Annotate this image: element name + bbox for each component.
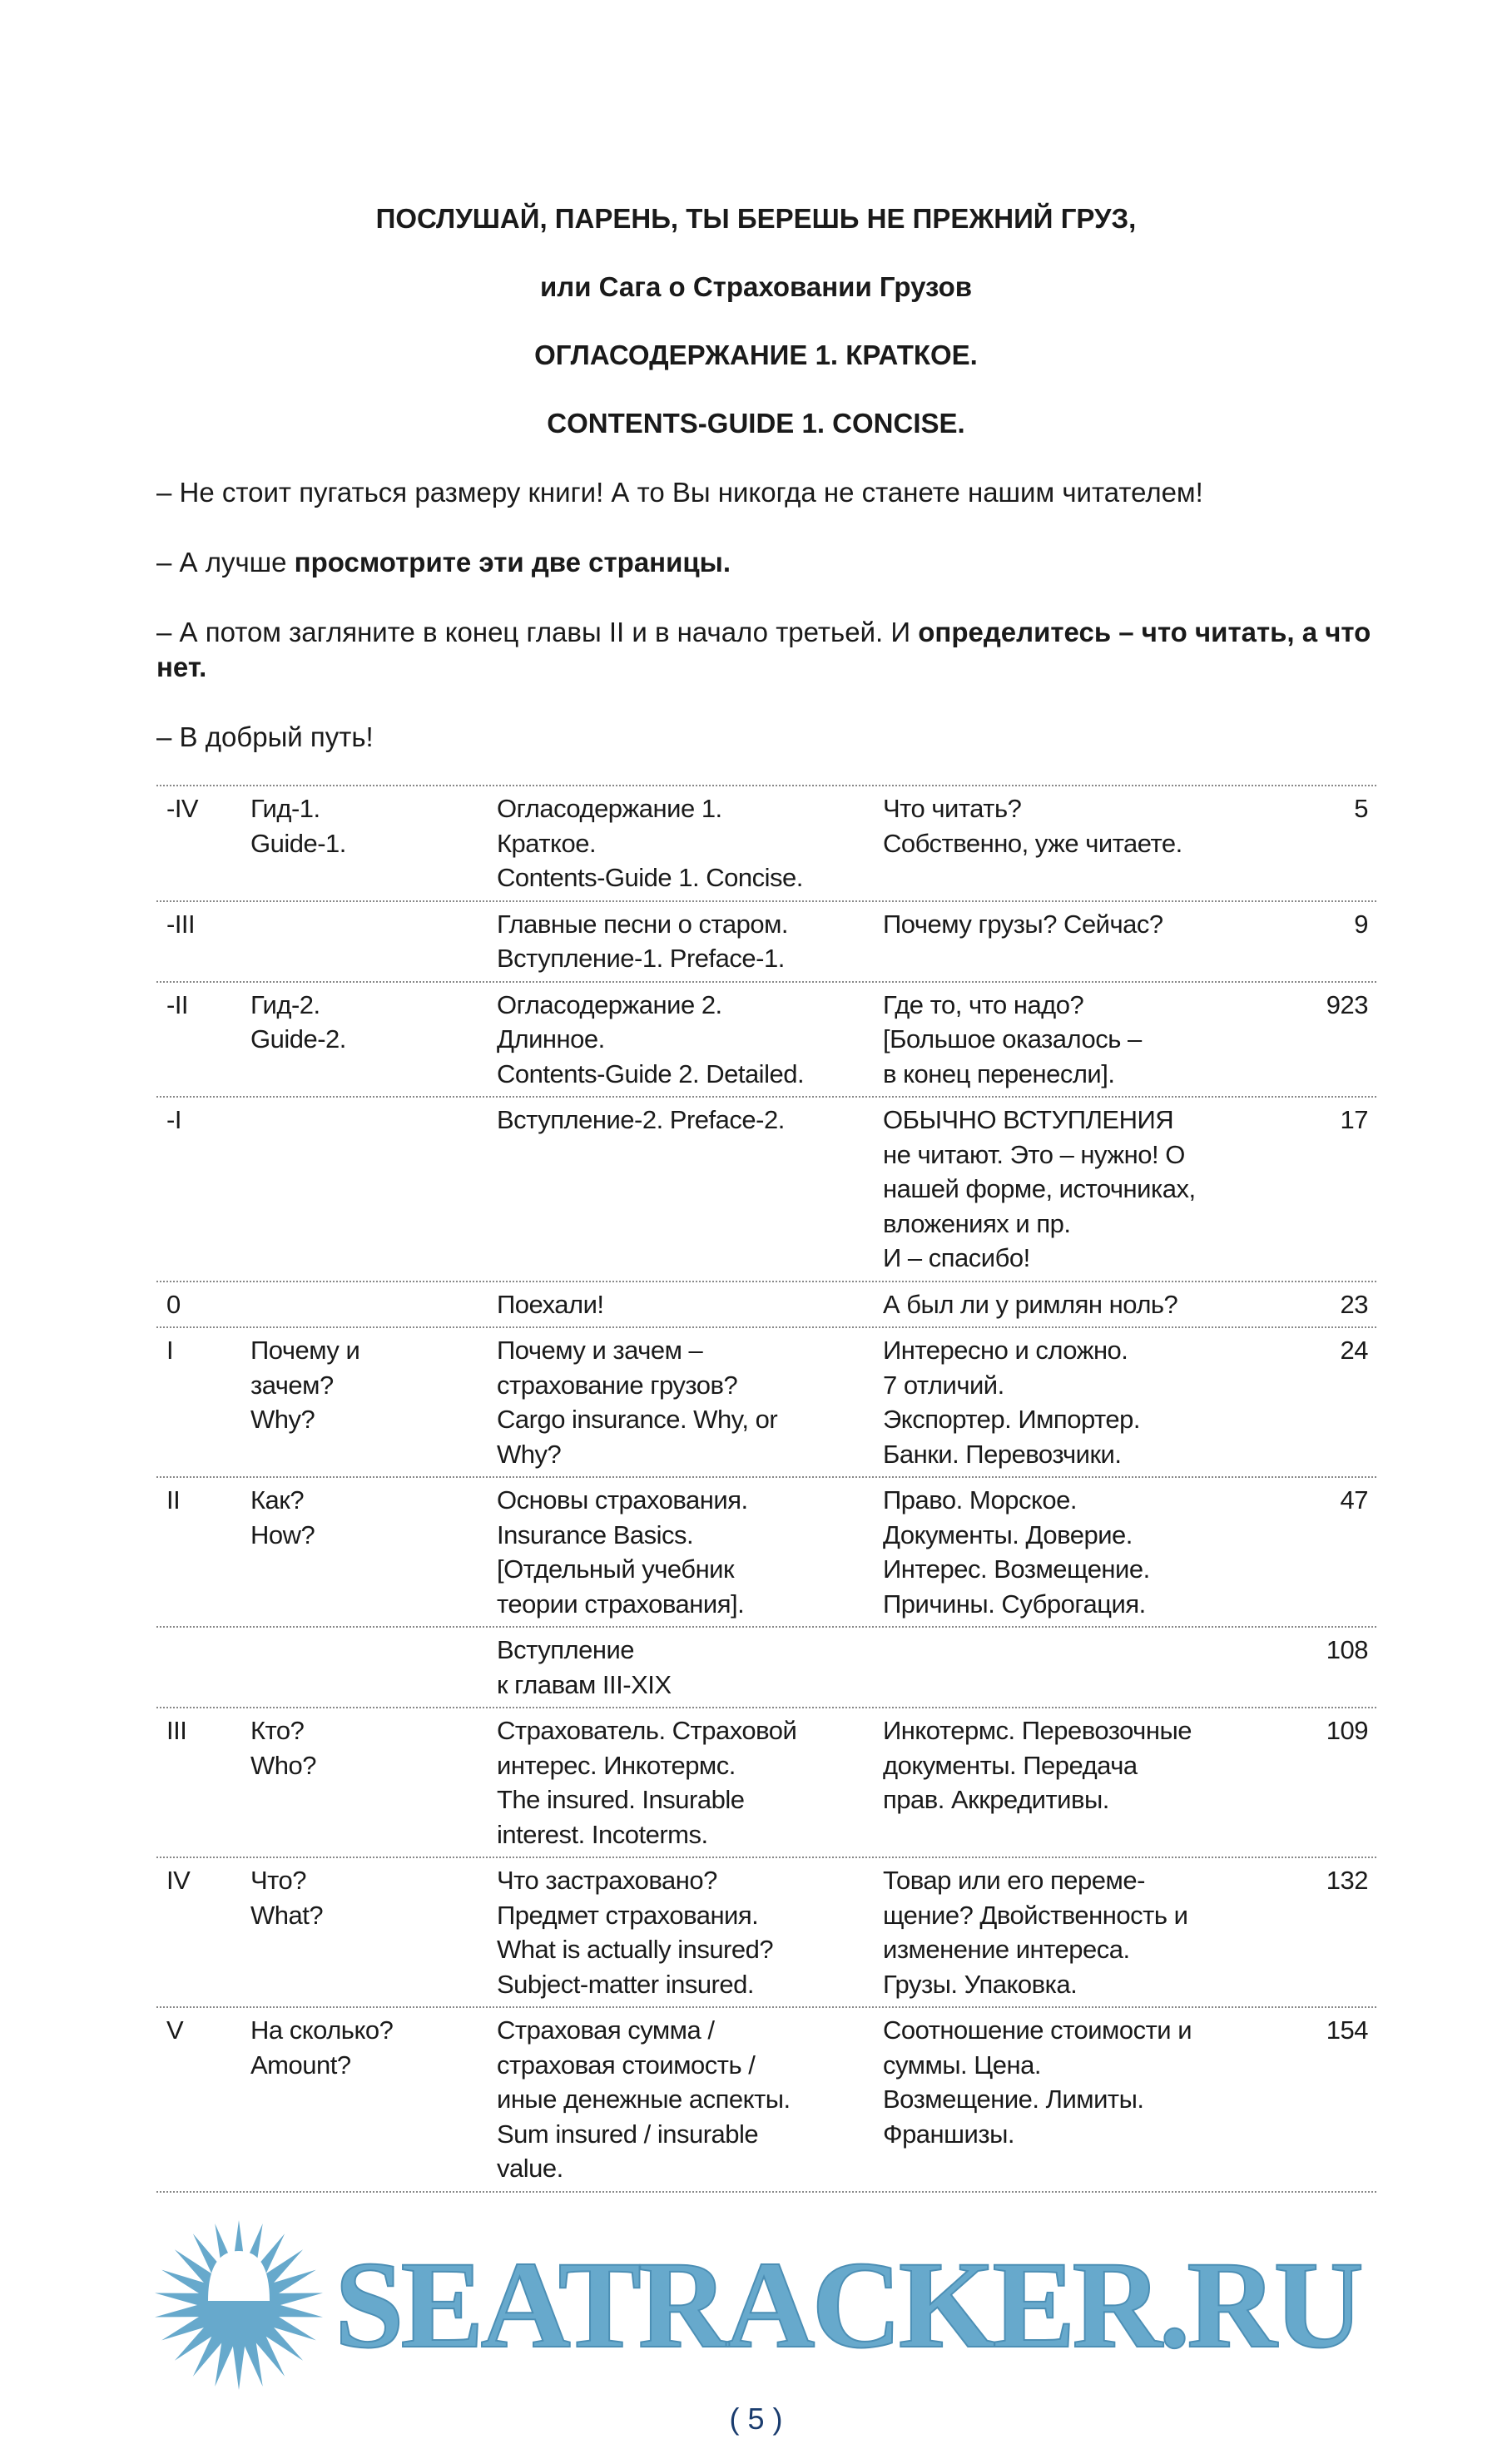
chapter-note-line: Собственно, уже читаете.	[883, 828, 1182, 858]
toc-row	[156, 2006, 1376, 2193]
intro-text: – А потом загляните в конец главы II и в начало третьей. И	[156, 617, 919, 647]
chapter-title-line: теории страхования].	[497, 1589, 745, 1619]
toc-row	[156, 1476, 1376, 1626]
chapter-title-line: Страхователь. Страховой	[497, 1716, 797, 1745]
chapter-note-line: Экспортер. Импортер.	[883, 1405, 1140, 1434]
chapter-note-line: [Большое оказалось –	[883, 1024, 1142, 1053]
chapter-title	[497, 2013, 883, 2186]
chapter-title	[497, 1863, 883, 2001]
chapter-note	[883, 1713, 1282, 1852]
section-title-ru: ОГЛАСОДЕРЖАНИЕ 1. КРАТКОЕ.	[534, 340, 978, 370]
chapter-note	[883, 1333, 1282, 1471]
chapter-note-line: Право. Морское.	[883, 1485, 1078, 1515]
chapter-title-line: иные денежные аспекты.	[497, 2085, 791, 2114]
intro-text: – А лучше	[156, 547, 295, 578]
chapter-question-line: Как?	[250, 1485, 305, 1515]
toc-row	[156, 981, 1376, 1097]
chapter-number: -I	[166, 1105, 181, 1134]
chapter-note-line: Банки. Перевозчики.	[883, 1439, 1122, 1469]
toc-row	[156, 1281, 1376, 1327]
chapter-title-line: The insured. Insurable	[497, 1785, 745, 1814]
chapter-number: II	[166, 1485, 181, 1515]
chapter-question	[250, 791, 497, 895]
chapter-note-line: Что читать?	[883, 794, 1022, 823]
chapter-title-line: Огласодержание 2.	[497, 989, 722, 1019]
toc-row	[156, 785, 1376, 900]
toc-row	[156, 1857, 1376, 2006]
page-ref: 154	[1326, 2015, 1368, 2045]
chapter-title-line: Что застраховано?	[497, 1866, 717, 1895]
chapter-note	[883, 2013, 1282, 2186]
chapter-title	[497, 1287, 883, 1322]
chapter-note	[883, 791, 1282, 895]
page-ref: 47	[1340, 1485, 1368, 1515]
chapter-title-line: Insurance Basics.	[497, 1519, 694, 1549]
intro-bold: просмотрите эти две страницы.	[294, 547, 731, 578]
watermark	[0, 2218, 1512, 2392]
chapter-title	[497, 1483, 883, 1621]
chapter-note-line: не читают. Это – нужно! О	[883, 1139, 1185, 1169]
chapter-number: I	[166, 1336, 174, 1365]
chapter-title-line: Почему и зачем –	[497, 1336, 703, 1365]
watermark-text: SEATRACKER.RU	[335, 2235, 1361, 2374]
intro-bold: определитесь – что читать, а что нет.	[156, 617, 1371, 682]
chapter-title	[497, 791, 883, 895]
chapter-question-line: Guide-1.	[250, 828, 346, 858]
chapter-title-line: Contents-Guide 1. Concise.	[497, 863, 803, 892]
chapter-note	[883, 1483, 1282, 1621]
page-ref: 923	[1326, 989, 1368, 1019]
toc-row	[156, 1326, 1376, 1476]
chapter-title-line: Subject-matter insured.	[497, 1969, 754, 1999]
chapter-note-line: Где то, что надо?	[883, 989, 1084, 1019]
chapter-title	[497, 988, 883, 1092]
page-ref: 109	[1326, 1716, 1368, 1745]
page-ref: 17	[1340, 1105, 1368, 1134]
chapter-question-line: Why?	[250, 1405, 315, 1434]
chapter-note-line: щение? Двойственность и	[883, 1900, 1188, 1930]
chapter-title-line: Страховая сумма /	[497, 2015, 715, 2045]
chapter-title-line: Why?	[497, 1439, 562, 1469]
chapter-question-line: Кто?	[250, 1716, 305, 1745]
chapter-question-line: Почему и	[250, 1336, 360, 1365]
intro-paragraph-1: – Не стоит пугаться размеру книги! А то Вы никогда не станете нашим читателем!	[156, 477, 1203, 508]
chapter-number: -II	[166, 989, 189, 1019]
intro-paragraph-2	[156, 545, 1376, 580]
chapter-note-line: Инкотермс. Перевозочные	[883, 1716, 1192, 1745]
chapter-question	[250, 1713, 497, 1852]
chapter-title	[497, 1713, 883, 1852]
chapter-title-line: Огласодержание 1.	[497, 794, 722, 823]
chapter-note-line: документы. Передача	[883, 1750, 1138, 1780]
chapter-note	[883, 1103, 1282, 1276]
chapter-title-line: Поехали!	[497, 1289, 604, 1319]
chapter-note-line: Интересно и сложно.	[883, 1336, 1128, 1365]
page-ref: 5	[1354, 794, 1368, 823]
chapter-question	[250, 1633, 497, 1702]
chapter-question	[250, 1287, 497, 1322]
chapter-question	[250, 2013, 497, 2186]
chapter-title-line: страхование грузов?	[497, 1370, 738, 1400]
chapter-note-line: нашей форме, источниках,	[883, 1174, 1196, 1203]
sun-icon	[151, 2218, 326, 2392]
toc-row	[156, 900, 1376, 981]
chapter-title	[497, 907, 883, 976]
chapter-note-line: вложениях и пр.	[883, 1208, 1071, 1238]
chapter-question	[250, 1103, 497, 1276]
chapter-number: V	[166, 2015, 184, 2045]
chapter-title-line: к главам III-XIX	[497, 1669, 672, 1699]
chapter-question-line: How?	[250, 1519, 315, 1549]
chapter-title-line: Главные песни о старом.	[497, 909, 789, 939]
chapter-number	[156, 1633, 250, 1702]
chapter-number: -IV	[166, 794, 199, 823]
chapter-question-line: Гид-1.	[250, 794, 320, 823]
chapter-note-line: ОБЫЧНО ВСТУПЛЕНИЯ	[883, 1105, 1174, 1134]
chapter-note	[883, 907, 1282, 976]
page-number: ( 5 )	[729, 2401, 783, 2436]
chapter-note-line: Документы. Доверие.	[883, 1519, 1133, 1549]
page-footer	[0, 2218, 1512, 2454]
chapter-question-line: зачем?	[250, 1370, 334, 1400]
chapter-note	[883, 988, 1282, 1092]
chapter-number: III	[166, 1716, 187, 1745]
chapter-note	[883, 1863, 1282, 2001]
toc-row	[156, 1707, 1376, 1857]
page-ref: 23	[1340, 1289, 1368, 1319]
chapter-title-line: интерес. Инкотермс.	[497, 1750, 736, 1780]
chapter-number: 0	[166, 1289, 181, 1319]
chapter-note	[883, 1287, 1282, 1322]
page-ref: 24	[1340, 1336, 1368, 1365]
intro-paragraph-3	[156, 615, 1376, 685]
contents-table	[156, 785, 1376, 2193]
chapter-question	[250, 1333, 497, 1471]
chapter-title-line: Длинное.	[497, 1024, 605, 1053]
toc-row	[156, 1626, 1376, 1707]
chapter-note-line: А был ли у римлян ноль?	[883, 1289, 1178, 1319]
chapter-question-line: Who?	[250, 1750, 316, 1780]
book-subtitle: или Сага о Страховании Грузов	[539, 271, 973, 302]
chapter-title	[497, 1633, 883, 1702]
chapter-question	[250, 988, 497, 1092]
chapter-title-line: [Отдельный учебник	[497, 1554, 735, 1584]
chapter-title-line: Основы страхования.	[497, 1485, 748, 1515]
intro-paragraph-4: – В добрый путь!	[156, 721, 374, 752]
chapter-note-line: прав. Аккредитивы.	[883, 1785, 1109, 1814]
chapter-question	[250, 1483, 497, 1621]
chapter-question-line: What?	[250, 1900, 324, 1930]
toc-row	[156, 1096, 1376, 1281]
page-ref: 132	[1326, 1866, 1368, 1895]
chapter-note-line: 7 отличий.	[883, 1370, 1004, 1400]
chapter-question-line: Amount?	[250, 2050, 351, 2080]
chapter-note-line: в конец перенесли].	[883, 1058, 1115, 1088]
chapter-title-line: Вступление-1. Preface-1.	[497, 944, 785, 973]
page-ref: 108	[1326, 1635, 1368, 1664]
chapter-note-line: изменение интереса.	[883, 1935, 1130, 1964]
chapter-note-line: Причины. Суброгация.	[883, 1589, 1146, 1619]
book-title: ПОСЛУШАЙ, ПАРЕНЬ, ТЫ БЕРЕШЬ НЕ ПРЕЖНИЙ ГРУЗ,	[375, 203, 1137, 234]
chapter-note-line: Интерес. Возмещение.	[883, 1554, 1150, 1584]
chapter-note-line: суммы. Цена.	[883, 2050, 1041, 2080]
chapter-note-line: Грузы. Упаковка.	[883, 1969, 1078, 1999]
chapter-note-line: Соотношение стоимости и	[883, 2015, 1192, 2045]
chapter-title-line: Вступление-2. Preface-2.	[497, 1105, 785, 1134]
chapter-title-line: interest. Incoterms.	[497, 1819, 708, 1849]
chapter-question-line: Guide-2.	[250, 1024, 346, 1053]
chapter-number: IV	[166, 1866, 191, 1895]
chapter-question	[250, 907, 497, 976]
chapter-title-line: value.	[497, 2154, 563, 2183]
chapter-question-line: На сколько?	[250, 2015, 394, 2045]
chapter-title-line: Sum insured / insurable	[497, 2119, 759, 2149]
chapter-note-line: Возмещение. Лимиты.	[883, 2085, 1144, 2114]
chapter-title-line: Вступление	[497, 1635, 635, 1664]
section-title-en: CONTENTS-GUIDE 1. CONCISE.	[547, 408, 965, 439]
chapter-title-line: страховая стоимость /	[497, 2050, 756, 2080]
chapter-question	[250, 1863, 497, 2001]
chapter-note-line: Франшизы.	[883, 2119, 1014, 2149]
chapter-title-line: Предмет страхования.	[497, 1900, 759, 1930]
chapter-number: -III	[166, 909, 196, 939]
chapter-title	[497, 1103, 883, 1276]
chapter-title-line: Contents-Guide 2. Detailed.	[497, 1058, 805, 1088]
chapter-note	[883, 1633, 1282, 1702]
chapter-question-line: Гид-2.	[250, 989, 320, 1019]
chapter-note-line: Товар или его переме-	[883, 1866, 1145, 1895]
chapter-title-line: Cargo insurance. Why, or	[497, 1405, 778, 1434]
page-ref: 9	[1354, 909, 1368, 939]
chapter-title-line: What is actually insured?	[497, 1935, 774, 1964]
chapter-note-line: И – спасибо!	[883, 1243, 1030, 1272]
chapter-title	[497, 1333, 883, 1471]
chapter-question-line: Что?	[250, 1866, 306, 1895]
chapter-note-line: Почему грузы? Сейчас?	[883, 909, 1163, 939]
chapter-title-line: Краткое.	[497, 828, 597, 858]
